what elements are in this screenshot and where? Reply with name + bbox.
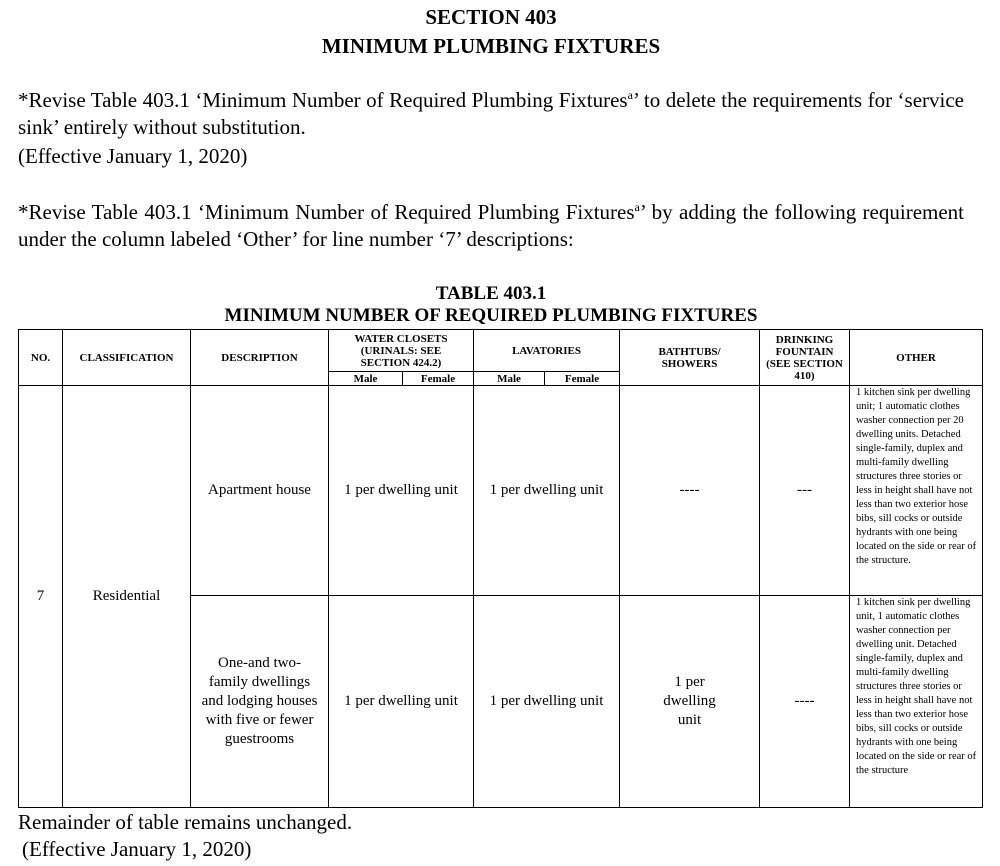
cell-number: 7 (19, 386, 63, 808)
cell-water-closets: 1 per dwelling unit (329, 386, 474, 596)
table-header-row (19, 330, 983, 372)
cell-drinking-fountain: ---- (760, 596, 850, 808)
cell-description: Apartment house (191, 386, 329, 596)
cell-lavatories: 1 per dwelling unit (474, 596, 620, 808)
cell-bathtubs: 1 per dwelling unit (620, 596, 760, 808)
revision-1-text: *Revise Table 403.1 ‘Minimum Number of Required Plumbing Fixtures$^a$’ to delete the requirements for ‘service sink’ entirely without substitution. (18, 88, 965, 139)
header-drinking-fountain: DRINKING FOUNTAIN (SEE SECTION 410) (760, 330, 850, 386)
footer-effective: (Effective January 1, 2020) (22, 837, 252, 861)
remainder-note: Remainder of table remains unchanged. (18, 810, 353, 834)
cell-lavatories: 1 per dwelling unit (474, 386, 620, 596)
revision-2-text: *Revise Table 403.1 ‘Minimum Number of Required Plumbing Fixtures$^a$’ by adding the following requirement under the column labeled ‘Other’ for line number ‘7’ descriptions: (18, 200, 965, 251)
header-bathtubs-showers: BATHTUBS/ SHOWERS (620, 330, 760, 386)
cell-other: 1 kitchen sink per dwelling unit, 1 automatic clothes washer connection per dwelling unit. Detached single-family, duplex and multi-family dwelling structures three stories or less in height shall have not less than two exterior hose bibs, sill cocks or outside hydrants with one being located on the side or rear of the structure (850, 596, 983, 808)
header-lav-female: Female (545, 372, 620, 386)
header-wc-female: Female (403, 372, 474, 386)
header-classification: CLASSIFICATION (63, 330, 191, 386)
cell-water-closets: 1 per dwelling unit (329, 596, 474, 808)
cell-description: One-and two-family dwellings and lodging houses with five or fewer guestrooms (191, 596, 329, 808)
table-title: MINIMUM NUMBER OF REQUIRED PLUMBING FIXTURES (224, 305, 758, 326)
header-lavatories: LAVATORIES (474, 330, 620, 372)
plumbing-fixtures-table (18, 329, 983, 808)
table-row-apartment-house (19, 386, 983, 596)
table-number: TABLE 403.1 (435, 283, 547, 304)
header-description: DESCRIPTION (191, 330, 329, 386)
cell-drinking-fountain: --- (760, 386, 850, 596)
revision-1-effective: (Effective January 1, 2020) (18, 144, 248, 168)
header-wc-male: Male (329, 372, 403, 386)
header-no: NO. (19, 330, 63, 386)
header-lav-male: Male (474, 372, 545, 386)
header-other: OTHER (850, 330, 983, 386)
cell-bathtubs: ---- (620, 386, 760, 596)
section-title: MINIMUM PLUMBING FIXTURES (321, 34, 661, 58)
cell-other: 1 kitchen sink per dwelling unit; 1 automatic clothes washer connection per 20 dwelling units. Detached single-family, duplex and multi-family dwelling structures three stories or less in height shall have not less than two exterior hose bibs, sill cocks or outside hydrants with one being located on the side or rear of the structure. (850, 386, 983, 596)
header-water-closets: WATER CLOSETS (URINALS: SEE SECTION 424.2) (329, 330, 474, 372)
section-number: SECTION 403 (425, 5, 557, 29)
cell-classification: Residential (63, 386, 191, 808)
